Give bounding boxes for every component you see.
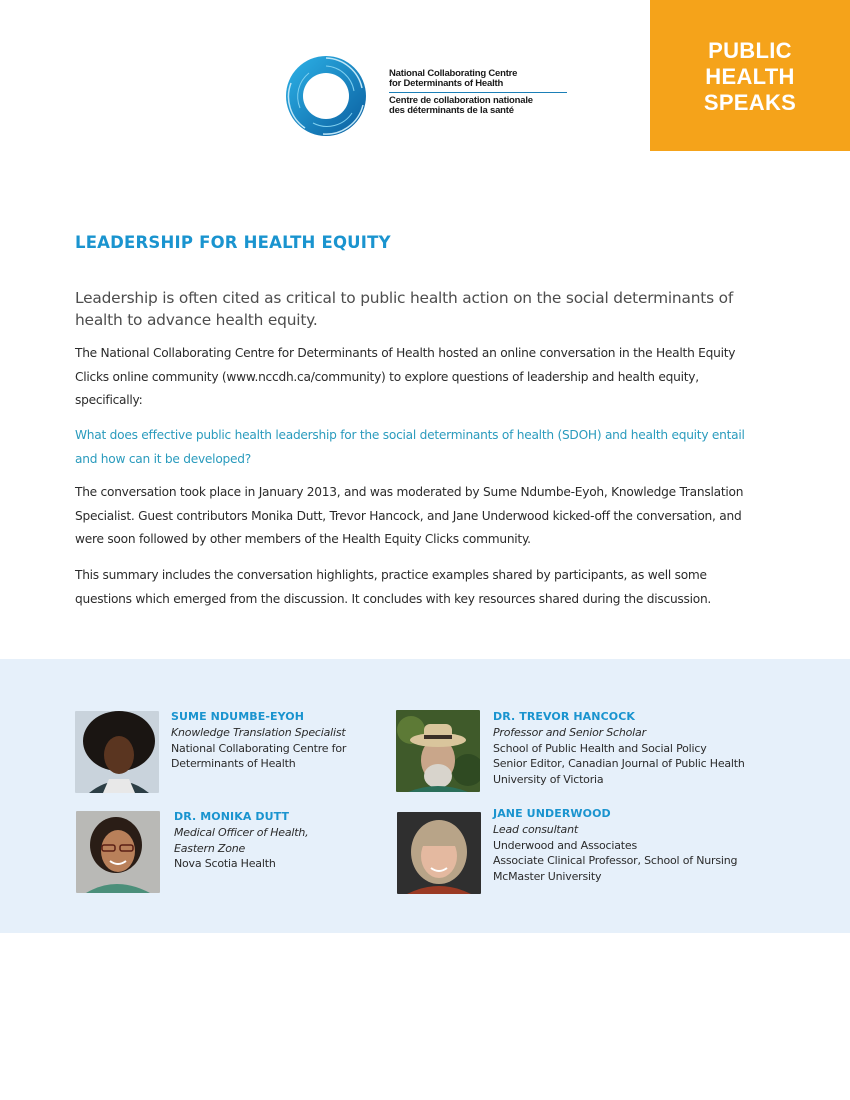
contributor-affiliation: Underwood and Associates <box>493 838 637 852</box>
contributor-name: SUME NDUMBE-EYOH <box>171 710 305 723</box>
contributor-name: DR. MONIKA DUTT <box>174 810 290 823</box>
contributor-info <box>174 809 308 872</box>
contributor-affiliation: School of Public Health and Social Policy <box>493 741 707 755</box>
lead-paragraph: Leadership is often cited as critical to public health action on the social determinants of health to advance health equity. <box>75 289 734 329</box>
logo-english-line1: National Collaborating Centre <box>389 68 518 79</box>
contributor-name: JANE UNDERWOOD <box>493 807 611 820</box>
badge-line: HEALTH <box>705 64 795 89</box>
nccdh-swirl-logo-icon <box>283 53 369 139</box>
contributor-affiliation: University of Victoria <box>493 773 604 787</box>
logo-french-line1: Centre de collaboration nationale <box>389 95 533 106</box>
contributor-role: Professor and Senior Scholar <box>493 725 646 739</box>
contributor-affiliation: Senior Editor, Canadian Journal of Public Health <box>493 757 745 771</box>
contributor-affiliation: McMaster University <box>493 870 602 884</box>
badge-line: SPEAKS <box>703 90 797 115</box>
logo-wordmark <box>389 69 567 116</box>
nccdh-logo <box>283 53 573 139</box>
contributor-role: Knowledge Translation Specialist <box>171 725 346 739</box>
logo-french-line2: des déterminants de la santé <box>389 105 514 116</box>
public-health-speaks-badge <box>650 0 850 151</box>
intro-paragraph: The National Collaborating Centre for Determinants of Health hosted an online conversation in the Health Equity Clicks online community (www.nccdh.ca/community) to explore questions of leadership and health equity, specifically: <box>75 346 736 407</box>
document-title: LEADERSHIP FOR HEALTH EQUITY <box>75 233 391 252</box>
contributor-role-line2: Eastern Zone <box>174 841 246 855</box>
contributor-photo <box>396 710 480 792</box>
contributor-affiliation: Nova Scotia Health <box>174 857 276 871</box>
guiding-question: What does effective public health leadership for the social determinants of health (SDOH) and health equity entail and how can it be developed? <box>75 428 745 466</box>
badge-line: PUBLIC <box>708 38 792 63</box>
contributor-info <box>493 806 737 885</box>
logo-divider <box>389 92 567 93</box>
contributor-affiliation: Associate Clinical Professor, School of Nursing <box>493 854 738 868</box>
logo-english-line2: for Determinants of Health <box>389 78 504 89</box>
summary-paragraph: This summary includes the conversation highlights, practice examples shared by participants, as well some questions which emerged from the discussion. It concludes with key resources shared during the discussion. <box>75 568 712 606</box>
contributor-name: DR. TREVOR HANCOCK <box>493 710 636 723</box>
contributor-photo <box>75 711 159 793</box>
contributor-photo <box>76 811 160 893</box>
contributor-info <box>171 709 346 772</box>
conversation-paragraph: The conversation took place in January 2013, and was moderated by Sume Ndumbe-Eyoh, Knowledge Translation Specialist. Guest contributors Monika Dutt, Trevor Hancock, and Jane Underwood kicked-off the conversation, and were soon followed by other members of the Health Equity Clicks community. <box>75 485 744 546</box>
contributor-role: Medical Officer of Health, <box>174 825 309 839</box>
contributor-photo <box>397 812 481 894</box>
contributor-affiliation: National Collaborating Centre for <box>171 741 347 755</box>
contributor-role: Lead consultant <box>493 822 578 836</box>
contributor-info <box>493 709 745 788</box>
contributor-affiliation: Determinants of Health <box>171 757 296 771</box>
